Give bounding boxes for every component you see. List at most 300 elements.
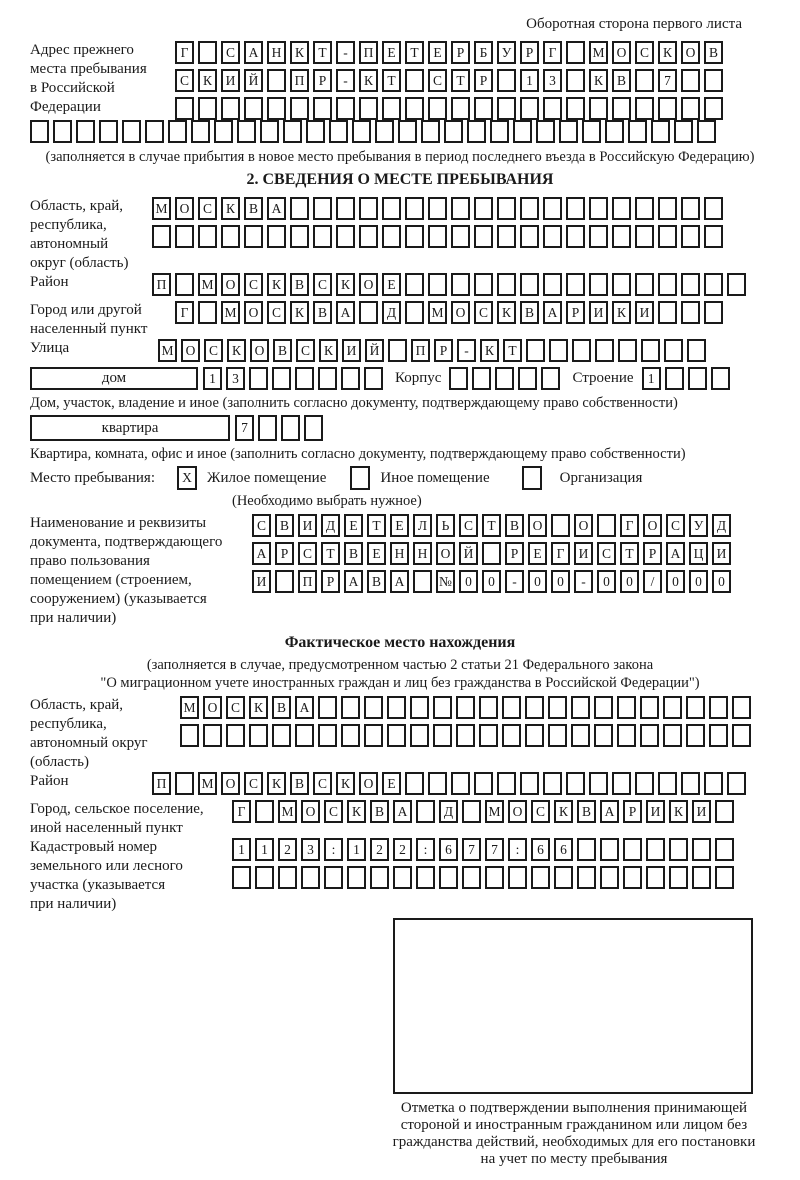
char-cell: А xyxy=(295,696,314,719)
empty-cell xyxy=(663,696,682,719)
empty-cell xyxy=(318,724,337,747)
empty-cell xyxy=(352,120,371,143)
empty-cell xyxy=(350,466,370,490)
prev-address-row-3 xyxy=(175,97,727,120)
char-cell: В xyxy=(272,696,291,719)
char-cell: А xyxy=(267,197,286,220)
char-cell: П xyxy=(298,570,317,593)
empty-cell xyxy=(513,120,532,143)
checkbox-residential xyxy=(177,466,197,490)
char-cell: М xyxy=(589,41,608,64)
char-cell: С xyxy=(226,696,245,719)
label-line: участка (указывается xyxy=(30,877,166,893)
char-cell: : xyxy=(324,838,343,861)
fact-city-label xyxy=(30,800,232,838)
char-cell: К xyxy=(319,339,338,362)
char-cell: Р xyxy=(313,69,332,92)
empty-cell xyxy=(226,724,245,747)
empty-cell xyxy=(474,225,493,248)
empty-cell xyxy=(198,225,217,248)
char-cell: Т xyxy=(405,41,424,64)
empty-cell xyxy=(278,866,297,889)
empty-cell xyxy=(255,800,274,823)
char-cell: С xyxy=(324,800,343,823)
char-cell: Т xyxy=(321,542,340,565)
city-label xyxy=(30,301,175,339)
char-cell: 6 xyxy=(531,838,550,861)
empty-cell xyxy=(479,696,498,719)
char-cell: В xyxy=(313,301,332,324)
empty-cell xyxy=(577,866,596,889)
char-cell: 0 xyxy=(551,570,570,593)
char-cell: К xyxy=(554,800,573,823)
empty-cell xyxy=(405,772,424,795)
char-cell: С xyxy=(428,69,447,92)
confirmation-stamp-box xyxy=(393,918,753,1094)
apartment-cells xyxy=(235,415,327,441)
char-cell: К xyxy=(249,696,268,719)
empty-cell xyxy=(382,97,401,120)
char-cell: 2 xyxy=(278,838,297,861)
prev-address-row-4 xyxy=(30,120,770,143)
empty-cell xyxy=(318,367,337,390)
empty-cell xyxy=(152,225,171,248)
empty-cell xyxy=(704,273,723,296)
document-label xyxy=(30,514,252,628)
char-cell: О xyxy=(436,542,455,565)
char-cell: Е xyxy=(390,514,409,537)
label-line: места пребывания xyxy=(30,61,147,77)
fact-region-rows xyxy=(180,696,755,747)
empty-cell xyxy=(497,97,516,120)
stamp-caption xyxy=(382,1100,766,1168)
empty-cell xyxy=(646,866,665,889)
city-block xyxy=(30,301,770,339)
char-cell: Ц xyxy=(689,542,708,565)
empty-cell xyxy=(681,97,700,120)
char-cell: К xyxy=(347,800,366,823)
empty-cell xyxy=(485,866,504,889)
empty-cell xyxy=(428,273,447,296)
empty-cell xyxy=(462,800,481,823)
empty-cell xyxy=(687,339,706,362)
house-caption: Дом, участок, владение и иное (заполнить согласно документу, подтверждающему право собственности) xyxy=(30,395,678,411)
empty-cell xyxy=(449,367,468,390)
empty-cell xyxy=(495,367,514,390)
label-line: земельного или лесного xyxy=(30,858,183,874)
char-cell: С xyxy=(252,514,271,537)
label-line: на учет по месту пребывания xyxy=(480,1151,668,1167)
char-cell: М xyxy=(278,800,297,823)
char-cell: Г xyxy=(175,301,194,324)
char-cell: Р xyxy=(505,542,524,565)
empty-cell xyxy=(428,197,447,220)
char-cell: А xyxy=(600,800,619,823)
empty-cell xyxy=(582,120,601,143)
empty-cell xyxy=(594,724,613,747)
empty-cell xyxy=(244,97,263,120)
empty-cell xyxy=(681,225,700,248)
empty-cell xyxy=(451,97,470,120)
empty-cell xyxy=(502,696,521,719)
empty-cell xyxy=(704,772,723,795)
empty-cell xyxy=(732,724,751,747)
fact-region-block xyxy=(30,696,770,772)
char-cell: 7 xyxy=(462,838,481,861)
empty-cell xyxy=(704,97,723,120)
char-cell: Й xyxy=(365,339,384,362)
char-cell: В xyxy=(704,41,723,64)
empty-cell xyxy=(275,570,294,593)
empty-cell xyxy=(543,225,562,248)
empty-cell xyxy=(472,367,491,390)
empty-cell xyxy=(405,273,424,296)
char-cell: М xyxy=(180,696,199,719)
char-cell: К xyxy=(336,772,355,795)
empty-cell xyxy=(30,120,49,143)
char-cell: Г xyxy=(175,41,194,64)
char-cell: А xyxy=(252,542,271,565)
char-cell: Н xyxy=(413,542,432,565)
empty-cell xyxy=(122,120,141,143)
empty-cell xyxy=(462,866,481,889)
empty-cell xyxy=(306,120,325,143)
char-cell: Е xyxy=(382,41,401,64)
empty-cell xyxy=(651,120,670,143)
char-cell: 2 xyxy=(370,838,389,861)
char-cell: К xyxy=(589,69,608,92)
empty-cell xyxy=(566,69,585,92)
empty-cell xyxy=(318,696,337,719)
checkbox-organization xyxy=(522,466,542,490)
char-cell: О xyxy=(612,41,631,64)
empty-cell xyxy=(497,69,516,92)
char-cell: 0 xyxy=(482,570,501,593)
cadastral-label xyxy=(30,838,232,914)
empty-cell xyxy=(145,120,164,143)
empty-cell xyxy=(665,367,684,390)
char-cell: Р xyxy=(566,301,585,324)
empty-cell xyxy=(313,225,332,248)
empty-cell xyxy=(467,120,486,143)
char-cell: Е xyxy=(344,514,363,537)
empty-cell xyxy=(359,97,378,120)
char-cell: Й xyxy=(459,542,478,565)
empty-cell xyxy=(681,273,700,296)
char-cell: О xyxy=(250,339,269,362)
empty-cell xyxy=(304,415,323,441)
stay-type-block xyxy=(30,466,770,490)
empty-cell xyxy=(589,225,608,248)
stroenie-cells xyxy=(642,367,734,390)
empty-cell xyxy=(410,696,429,719)
empty-cell xyxy=(364,724,383,747)
char-cell: 0 xyxy=(620,570,639,593)
char-cell: С xyxy=(296,339,315,362)
empty-cell xyxy=(387,696,406,719)
empty-cell xyxy=(641,339,660,362)
char-cell: П xyxy=(359,41,378,64)
char-cell: 0 xyxy=(597,570,616,593)
empty-cell xyxy=(76,120,95,143)
empty-cell xyxy=(329,120,348,143)
char-cell: 0 xyxy=(712,570,731,593)
char-cell: Ь xyxy=(436,514,455,537)
empty-cell xyxy=(727,772,746,795)
label-line: Отметка о подтверждении выполнения принимающей xyxy=(400,1100,748,1116)
empty-cell xyxy=(612,197,631,220)
char-cell: К xyxy=(669,800,688,823)
label-line: стороной и иностранным гражданином или лицом без xyxy=(400,1117,748,1133)
region-label xyxy=(30,197,152,273)
char-cell: И xyxy=(589,301,608,324)
char-cell: К xyxy=(227,339,246,362)
empty-cell xyxy=(571,724,590,747)
char-cell: Т xyxy=(503,339,522,362)
label-line: округ (область) xyxy=(30,255,129,271)
char-cell: О xyxy=(244,301,263,324)
char-cell: 1 xyxy=(520,69,539,92)
empty-cell xyxy=(635,273,654,296)
char-cell: Е xyxy=(382,273,401,296)
empty-cell xyxy=(612,772,631,795)
char-cell: В xyxy=(290,772,309,795)
empty-cell xyxy=(203,724,222,747)
empty-cell xyxy=(709,696,728,719)
label-line: Город или другой xyxy=(30,302,142,318)
empty-cell xyxy=(571,696,590,719)
char-cell: 7 xyxy=(235,415,254,441)
document-row-2 xyxy=(252,542,735,565)
empty-cell xyxy=(623,866,642,889)
char-cell: П xyxy=(152,273,171,296)
char-cell: М xyxy=(221,301,240,324)
empty-cell xyxy=(198,97,217,120)
checkbox-other-premises xyxy=(350,466,370,490)
char-cell: 1 xyxy=(255,838,274,861)
empty-cell xyxy=(272,724,291,747)
empty-cell xyxy=(531,866,550,889)
empty-cell xyxy=(674,120,693,143)
empty-cell xyxy=(341,696,360,719)
label-line: республика, xyxy=(30,217,107,233)
empty-cell xyxy=(175,273,194,296)
char-cell: К xyxy=(336,273,355,296)
char-cell: Д xyxy=(382,301,401,324)
empty-cell xyxy=(681,197,700,220)
empty-cell xyxy=(618,339,637,362)
char-cell: С xyxy=(244,772,263,795)
empty-cell xyxy=(709,724,728,747)
char-cell: К xyxy=(290,41,309,64)
char-cell: В xyxy=(505,514,524,537)
empty-cell xyxy=(543,772,562,795)
house-number-cells xyxy=(203,367,387,390)
empty-cell xyxy=(359,225,378,248)
empty-cell xyxy=(451,197,470,220)
char-cell: М xyxy=(198,772,217,795)
empty-cell xyxy=(559,120,578,143)
char-cell: С xyxy=(313,273,332,296)
char-cell: И xyxy=(342,339,361,362)
char-cell: С xyxy=(459,514,478,537)
char-cell: 7 xyxy=(485,838,504,861)
empty-cell xyxy=(497,273,516,296)
label-line: гражданства действий, необходимых для его постановки xyxy=(392,1134,756,1150)
empty-cell xyxy=(600,866,619,889)
char-cell: Т xyxy=(620,542,639,565)
empty-cell xyxy=(589,772,608,795)
char-cell: В xyxy=(290,273,309,296)
prev-address-row-2 xyxy=(175,69,727,92)
empty-cell xyxy=(704,69,723,92)
empty-cell xyxy=(375,120,394,143)
empty-cell xyxy=(658,197,677,220)
char-cell: М xyxy=(198,273,217,296)
empty-cell xyxy=(364,367,383,390)
empty-cell xyxy=(347,866,366,889)
page-side-note: Оборотная сторона первого листа xyxy=(526,16,742,32)
char-cell: М xyxy=(158,339,177,362)
empty-cell xyxy=(451,273,470,296)
char-cell: С xyxy=(666,514,685,537)
cadastral-block xyxy=(30,838,770,914)
empty-cell xyxy=(175,772,194,795)
char-cell: 1 xyxy=(347,838,366,861)
char-cell: В xyxy=(520,301,539,324)
char-cell: 3 xyxy=(543,69,562,92)
document-block xyxy=(30,514,770,628)
empty-cell xyxy=(669,838,688,861)
city-row xyxy=(175,301,727,324)
char-cell: А xyxy=(244,41,263,64)
char-cell: Г xyxy=(551,542,570,565)
cadastral-row-1 xyxy=(232,838,738,861)
empty-cell xyxy=(421,120,440,143)
empty-cell xyxy=(313,97,332,120)
empty-cell xyxy=(605,120,624,143)
char-cell: К xyxy=(267,273,286,296)
empty-cell xyxy=(597,514,616,537)
empty-cell xyxy=(640,696,659,719)
empty-cell xyxy=(336,97,355,120)
option-organization-label: Организация xyxy=(559,469,643,486)
empty-cell xyxy=(244,225,263,248)
empty-cell xyxy=(572,339,591,362)
char-cell: Е xyxy=(428,41,447,64)
empty-cell xyxy=(518,367,537,390)
empty-cell xyxy=(715,800,734,823)
char-cell: - xyxy=(336,69,355,92)
char-cell: Р xyxy=(275,542,294,565)
empty-cell xyxy=(237,120,256,143)
char-cell: 1 xyxy=(232,838,251,861)
empty-cell xyxy=(405,69,424,92)
char-cell: Д xyxy=(439,800,458,823)
char-cell: С xyxy=(175,69,194,92)
empty-cell xyxy=(577,838,596,861)
char-cell: О xyxy=(301,800,320,823)
document-rows xyxy=(252,514,735,593)
korpus-cells xyxy=(449,367,564,390)
char-cell: / xyxy=(643,570,662,593)
char-cell: Е xyxy=(367,542,386,565)
label-line: документа, подтверждающего xyxy=(30,534,223,550)
empty-cell xyxy=(295,367,314,390)
empty-cell xyxy=(416,866,435,889)
empty-cell xyxy=(324,866,343,889)
char-cell: - xyxy=(457,339,476,362)
empty-cell xyxy=(594,696,613,719)
district-block xyxy=(30,273,770,301)
empty-cell xyxy=(341,367,360,390)
empty-cell xyxy=(313,197,332,220)
char-cell: Р xyxy=(643,542,662,565)
char-cell: К xyxy=(658,41,677,64)
empty-cell xyxy=(551,514,570,537)
char-cell: К xyxy=(612,301,631,324)
fact-region-row-2 xyxy=(180,724,755,747)
empty-cell xyxy=(382,197,401,220)
char-cell: О xyxy=(508,800,527,823)
empty-cell xyxy=(612,97,631,120)
empty-cell xyxy=(628,120,647,143)
empty-cell xyxy=(413,570,432,593)
char-cell: В xyxy=(370,800,389,823)
char-cell: А xyxy=(344,570,363,593)
empty-cell xyxy=(258,415,277,441)
empty-cell xyxy=(370,866,389,889)
label-line: автономный xyxy=(30,236,109,252)
empty-cell xyxy=(704,301,723,324)
char-cell: : xyxy=(416,838,435,861)
empty-cell xyxy=(566,97,585,120)
char-cell: В xyxy=(273,339,292,362)
char-cell: И xyxy=(646,800,665,823)
empty-cell xyxy=(686,696,705,719)
char-cell: Е xyxy=(382,772,401,795)
empty-cell xyxy=(669,866,688,889)
char-cell: О xyxy=(528,514,547,537)
char-cell: 6 xyxy=(439,838,458,861)
char-cell: С xyxy=(531,800,550,823)
empty-cell xyxy=(336,225,355,248)
empty-cell xyxy=(658,273,677,296)
empty-cell xyxy=(664,339,683,362)
empty-cell xyxy=(646,838,665,861)
empty-cell xyxy=(715,866,734,889)
street-row xyxy=(158,339,710,362)
char-cell: С xyxy=(474,301,493,324)
empty-cell xyxy=(692,838,711,861)
empty-cell xyxy=(456,724,475,747)
prev-address-caption: (заполняется в случае прибытия в новое место пребывания в период последнего въезда в Российскую Федерацию) xyxy=(45,149,755,165)
char-cell: Б xyxy=(474,41,493,64)
empty-cell xyxy=(451,225,470,248)
char-cell: П xyxy=(411,339,430,362)
char-cell: В xyxy=(275,514,294,537)
char-cell: Р xyxy=(520,41,539,64)
char-cell: А xyxy=(666,542,685,565)
empty-cell xyxy=(388,339,407,362)
section2-title: 2. СВЕДЕНИЯ О МЕСТЕ ПРЕБЫВАНИЯ xyxy=(246,171,554,188)
cadastral-rows xyxy=(232,838,738,889)
empty-cell xyxy=(416,800,435,823)
empty-cell xyxy=(715,838,734,861)
char-cell: Л xyxy=(413,514,432,537)
empty-cell xyxy=(704,197,723,220)
empty-cell xyxy=(301,866,320,889)
